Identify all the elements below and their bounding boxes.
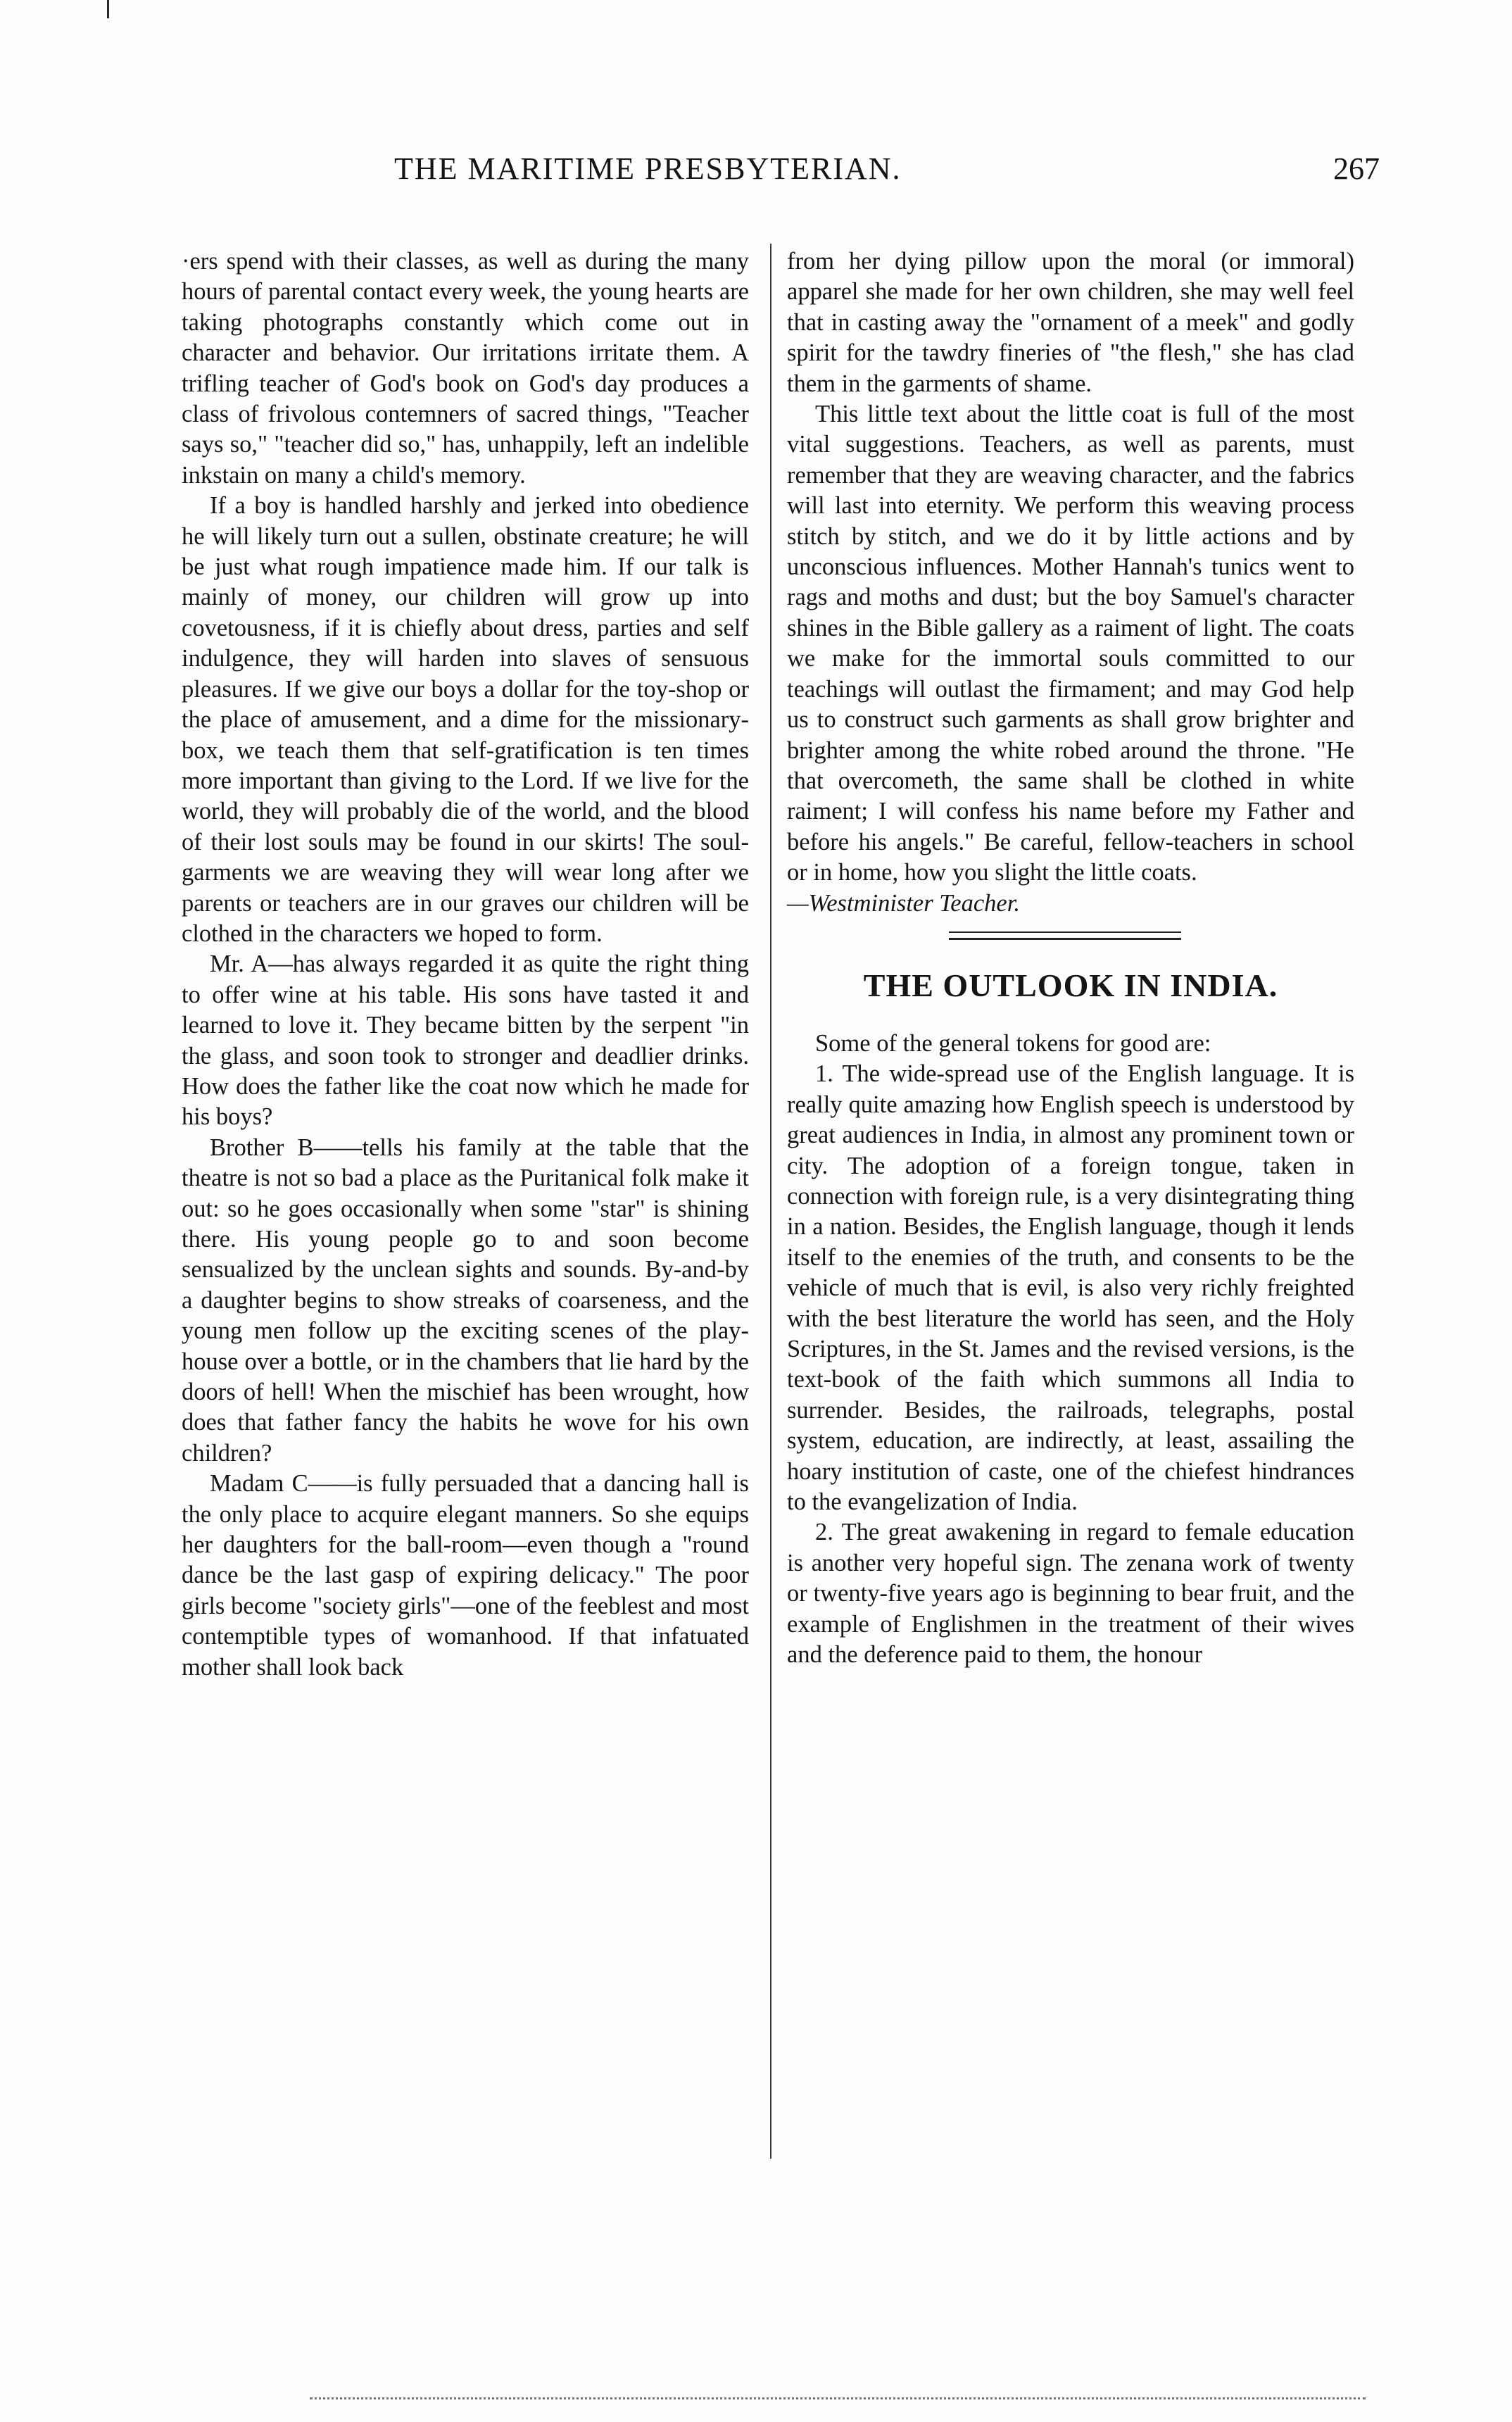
paragraph: Brother B——tells his family at the table that the theatre is not so bad a place as the Puritanical folk make it out: so he goes occasionally when some "star" is shining there. His young people go to and soon become sensualized by the unclean sights and sounds. By-and-by a daughter begins to show streaks of coarseness, and the young men follow up the exciting scenes of the play-house over a bottle, or in the chambers that lie hard by the doors of hell! When the mischief has been wrought, how does that father fancy the habits he wove for his own children? <box>182 1134 749 1467</box>
scan-edge-noise <box>310 2397 1366 2402</box>
running-header <box>394 151 1380 200</box>
paragraph: 1. The wide-spread use of the English language. It is really quite amazing how English speech is understood by great audiences in India, in almost any prominent town or city. The adoption of a foreign tongue, taken in connection with foreign rule, is a very disintegrating thing in a nation. Besides, the English language, though it lends itself to the enemies of the truth, and consents to be the vehicle of much that is evil, is also very richly freighted with the best literature the world has seen, and the Holy Scriptures, in the St. James and the revised versions, is the text-book of the faith which summons all India to surrender. Besides, the railroads, telegraphs, postal system, education, are indirectly, at least, assailing the hoary institution of caste, one of the chiefest hindrances to the evangelization of India. <box>787 1060 1354 1516</box>
section-heading: THE OUTLOOK IN INDIA. <box>863 967 1278 1003</box>
section-rule <box>949 931 1181 940</box>
paragraph: This little text about the little coat is full of the most vital suggestions. Teachers, as well as parents, must remember that they are weaving character, and the fabrics will last into eternity. We perform this weaving process stitch by stitch, and we do it by little actions and by unconscious influences. Mother Hannah's tunics went to rags and moths and dust; but the boy Samuel's character shines in the Bible gallery as a raiment of light. The coats we make for the immortal souls committed to our teachings will outlast the firmament; and may God help us to construct such garments as shall grow brighter and brighter among the white robed around the throne. "He that overcometh, the same shall be clothed in white raiment; I will confess his name before my Father and before his angels." Be careful, fellow-teachers in school or in home, how you slight the little coats. <box>787 401 1354 886</box>
signature: —Westminister Teacher. <box>787 889 1020 917</box>
journal-title: THE MARITIME PRESBYTERIAN. <box>394 151 902 186</box>
paragraph: Mr. A—has always regarded it as quite the right thing to offer wine at his table. His sons have tasted it and learned to love it. They became bitten by the serpent "in the glass, and soon took to stronger and deadlier drinks. How does the father like the coat now which he made for his boys? <box>182 950 749 1131</box>
page-number: 267 <box>1333 151 1380 186</box>
paragraph: If a boy is handled harshly and jerked into obedience he will likely turn out a sullen, obstinate creature; he will be just what rough impatience made him. If our talk is mainly of money, our children will grow up into covetousness, if it is chiefly about dress, parties and self indulgence, they will harden into slaves of sensuous pleasures. If we give our boys a dollar for the toy-shop or the place of amusement, and a dime for the missionary-box, we teach them that self-gratification is ten times more important than giving to the Lord. If we live for the world, they will probably die of the world, and the blood of their lost souls may be found in our skirts! The soul-garments we are weaving they will wear long after we parents or teachers are in our graves our children will be clothed in the characters we hoped to form. <box>182 492 749 947</box>
left-column <box>182 246 749 1683</box>
paragraph: ·ers spend with their classes, as well as during the many hours of parental contact every week, the young hearts are taking photographs constantly which come out in character and behavior. Our irritations irritate them. A trifling teacher of God's book on God's day produces a class of frivolous contemners of sacred things, "Teacher says so," "teacher did so," has, unhappily, left an indelible inkstain on many a child's memory. <box>182 248 749 489</box>
paragraph: Some of the general tokens for good are: <box>815 1029 1211 1057</box>
page-edge-mark <box>107 0 109 18</box>
paragraph: 2. The great awakening in regard to female education is another very hopeful sign. The zenana work of twenty or twenty-five years ago is beginning to bear fruit, and the example of Englishmen in the treatment of their wives and the deference paid to them, the honour <box>787 1519 1354 1669</box>
right-column <box>787 246 1354 1670</box>
paragraph: from her dying pillow upon the moral (or immoral) apparel she made for her own children, she may well feel that in casting away the "ornament of a meek" and godly spirit for the tawdry fineries of "the flesh," she has clad them in the garments of shame. <box>787 248 1354 397</box>
column-divider <box>770 244 771 2159</box>
paragraph: Madam C——is fully persuaded that a dancing hall is the only place to acquire elegant manners. So she equips her daughters for the ball-room—even though a "round dance be the last gasp of expiring delicacy." The poor girls become "society girls"—one of the feeblest and most contemptible types of womanhood. If that infatuated mother shall look back <box>182 1470 749 1681</box>
